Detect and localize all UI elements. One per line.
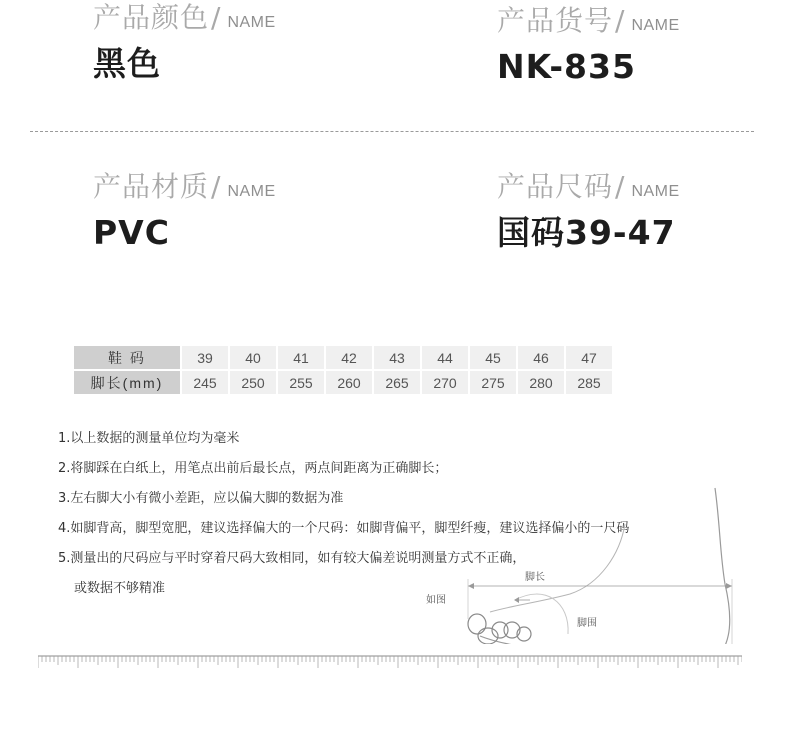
spec-label-cn: 产品尺码 xyxy=(497,170,614,203)
note-line: 或数据不够精准 xyxy=(74,581,166,596)
size-cell: 44 xyxy=(422,346,468,369)
size-cell: 43 xyxy=(374,346,420,369)
spec-label xyxy=(497,4,680,43)
slash-separator: / xyxy=(615,170,626,203)
size-cell: 42 xyxy=(326,346,372,369)
size-row xyxy=(74,346,612,369)
length-row-header: 脚长(mm) xyxy=(74,371,180,394)
size-cell: 40 xyxy=(230,346,276,369)
spec-label-en: NAME xyxy=(631,17,680,34)
size-cell: 47 xyxy=(566,346,612,369)
spec-material xyxy=(93,170,276,253)
ruler-icon xyxy=(38,654,742,668)
note-line: 3.左右脚大小有微小差距，应以偏大脚的数据为准 xyxy=(58,491,344,506)
foot-length-label: 脚长 xyxy=(525,572,545,583)
length-cell: 260 xyxy=(326,371,372,394)
spec-value: 国码39-47 xyxy=(497,213,676,252)
slash-separator: / xyxy=(211,1,222,34)
length-cell: 250 xyxy=(230,371,276,394)
length-cell: 245 xyxy=(182,371,228,394)
size-cell: 41 xyxy=(278,346,324,369)
foot-girth-label: 脚围 xyxy=(577,618,597,629)
spec-value: NK-835 xyxy=(497,47,636,86)
length-cell: 265 xyxy=(374,371,420,394)
spec-label-en: NAME xyxy=(227,14,276,31)
length-cell: 275 xyxy=(470,371,516,394)
note-line: 2.将脚踩在白纸上，用笔点出前后最长点，两点间距离为正确脚长； xyxy=(58,461,448,476)
spec-label-cn: 产品货号 xyxy=(497,4,614,37)
length-row xyxy=(74,371,612,394)
size-chart-table xyxy=(72,344,614,396)
slash-separator: / xyxy=(615,4,626,37)
foot-measurement-diagram xyxy=(420,484,750,644)
spec-label-cn: 产品颜色 xyxy=(93,1,210,34)
note-line: 5.测量出的尺码应与平时穿着尺码大致相同，如有较大偏差说明测量方式不正确， xyxy=(58,551,526,566)
spec-label-en: NAME xyxy=(631,183,680,200)
length-cell: 270 xyxy=(422,371,468,394)
spec-color xyxy=(93,1,276,84)
note-line: 1.以上数据的测量单位均为毫米 xyxy=(58,431,240,446)
spec-value: PVC xyxy=(93,213,170,252)
size-cell: 46 xyxy=(518,346,564,369)
spec-size xyxy=(497,170,680,253)
size-row-header: 鞋 码 xyxy=(74,346,180,369)
spec-label-cn: 产品材质 xyxy=(93,170,210,203)
dashed-divider xyxy=(30,131,754,132)
length-cell: 285 xyxy=(566,371,612,394)
as-shown-label: 如图 xyxy=(426,595,446,606)
length-cell: 255 xyxy=(278,371,324,394)
spec-value: 黑色 xyxy=(93,44,161,83)
spec-label xyxy=(93,170,276,209)
spec-item-number xyxy=(497,4,680,87)
slash-separator: / xyxy=(211,170,222,203)
spec-label-en: NAME xyxy=(227,183,276,200)
spec-label xyxy=(93,1,276,40)
length-cell: 280 xyxy=(518,371,564,394)
spec-label xyxy=(497,170,680,209)
note-line: 4.如脚背高，脚型宽肥，建议选择偏大的一个尺码：如脚背偏平，脚型纤瘦，建议选择偏小的一尺码 xyxy=(58,521,630,536)
size-cell: 45 xyxy=(470,346,516,369)
size-cell: 39 xyxy=(182,346,228,369)
